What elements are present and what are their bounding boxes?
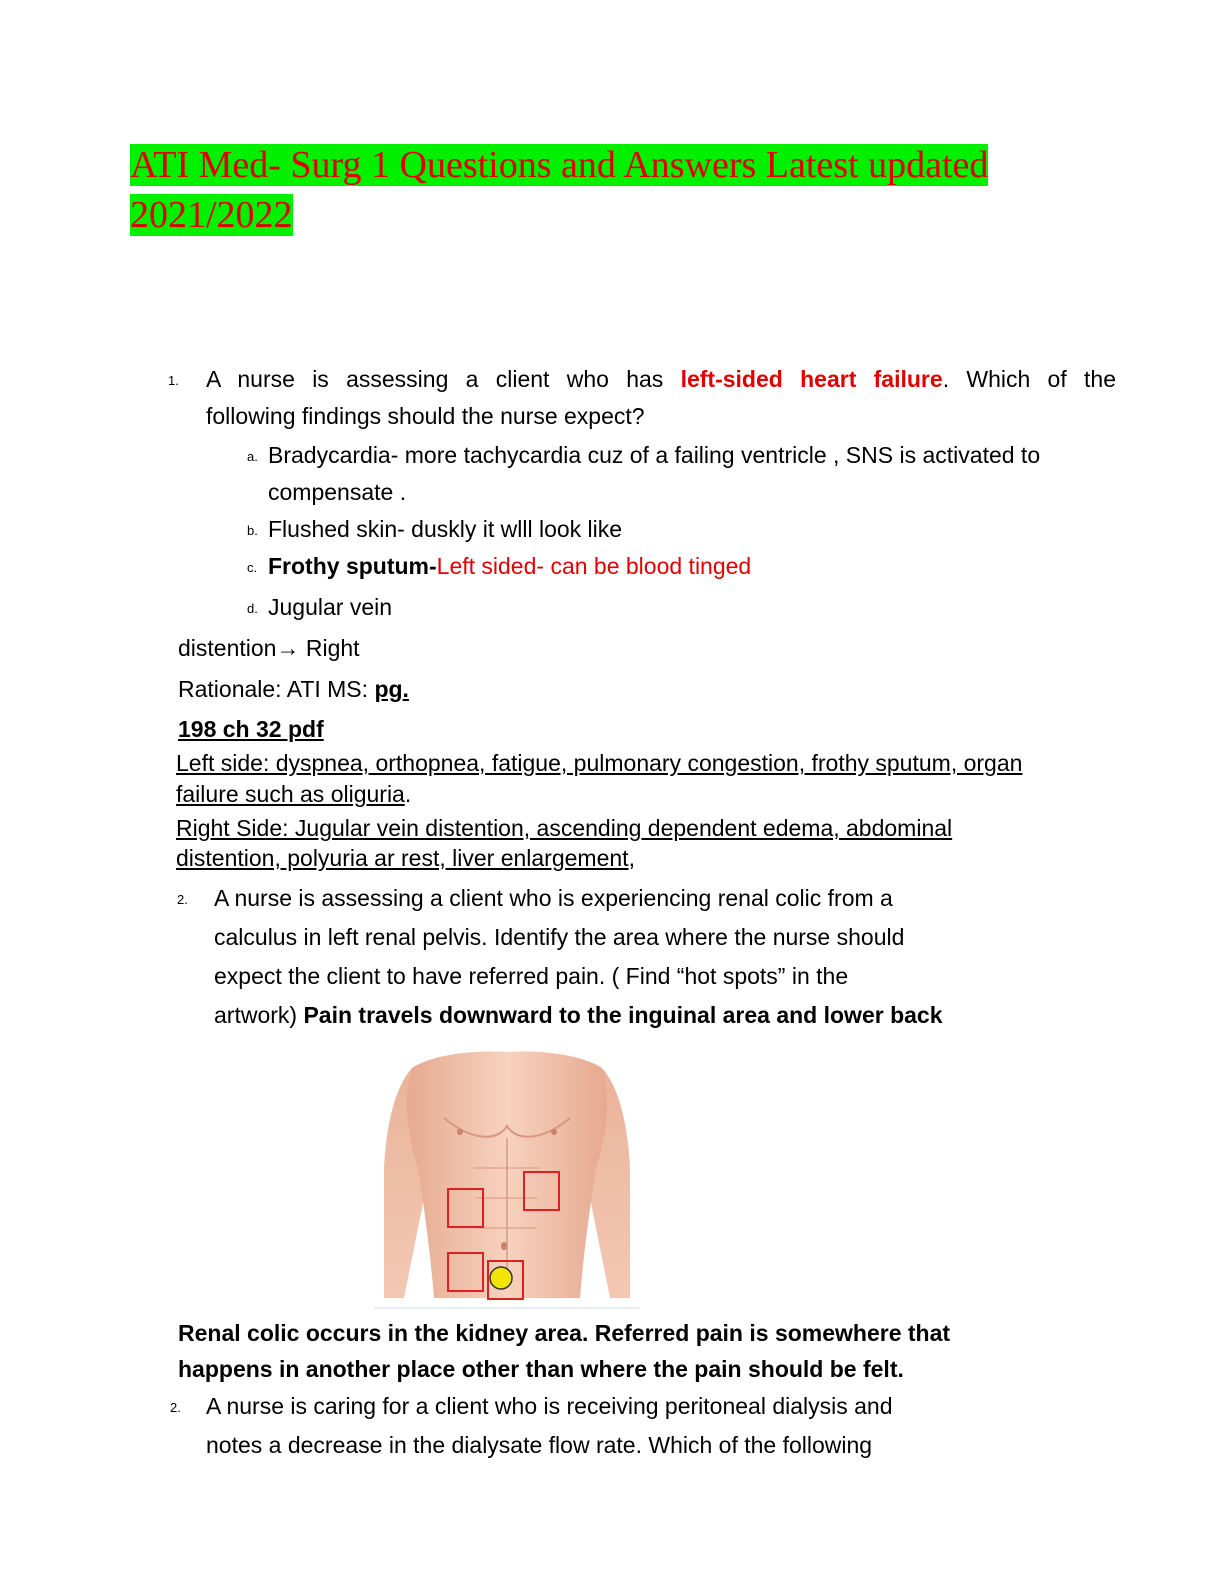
option-b-letter: b. xyxy=(247,523,258,538)
question-1-stem-line-2: following findings should the nurse expect? xyxy=(206,403,645,429)
question-2-line-4-text: artwork) xyxy=(214,1002,304,1028)
torso-hotspot-figure xyxy=(374,1048,640,1310)
question-2-line-2: calculus in left renal pelvis. Identify the area where the nurse should xyxy=(214,924,905,950)
option-c-answer: Frothy sputum- xyxy=(268,553,437,579)
stem-text: A nurse is assessing a client who has xyxy=(206,366,681,392)
option-a-letter: a. xyxy=(247,449,258,464)
question-1-stem xyxy=(206,364,1116,394)
rationale-reference: pg. xyxy=(374,676,409,702)
question-3-line-1: A nurse is caring for a client who is receiving peritoneal dialysis and xyxy=(206,1393,893,1419)
option-c-text xyxy=(268,551,751,581)
right-side-findings: Right Side: Jugular vein distention, ascending dependent edema, abdominal xyxy=(176,815,953,841)
question-2-answer: Pain travels downward to the inguinal area and lower back xyxy=(303,1002,943,1028)
rationale-label: Rationale: ATI MS: xyxy=(178,676,375,702)
option-d-letter: d. xyxy=(247,601,258,616)
question-2-number: 2. xyxy=(177,892,188,907)
selected-hotspot-marker[interactable] xyxy=(490,1267,512,1289)
right-side-comma: , xyxy=(628,845,635,871)
left-side-text: failure such as oliguria xyxy=(176,781,405,807)
title-line-1: ATI Med- Surg 1 Questions and Answers Latest updated xyxy=(130,144,989,186)
question-2-line-4 xyxy=(214,1000,943,1030)
option-c-letter: c. xyxy=(247,560,258,575)
left-side-findings-cont xyxy=(176,779,411,809)
left-side-findings: Left side: dyspnea, orthopnea, fatigue, pulmonary congestion, frothy sputum, organ xyxy=(176,750,1023,776)
right-side-text: distention, polyuria ar rest, liver enlargement xyxy=(176,845,629,871)
stem-text-end: . Which of the xyxy=(942,366,1117,392)
option-d-continuation: distention→ Right xyxy=(178,635,360,661)
right-side-findings-cont xyxy=(176,843,635,873)
question-2-line-1: A nurse is assessing a client who is experiencing renal colic from a xyxy=(214,885,893,911)
document-title xyxy=(130,140,1080,240)
left-side-period: . xyxy=(404,781,412,807)
explanation-line-2: happens in another place other than where the pain should be felt. xyxy=(178,1356,904,1382)
option-d-text: Jugular vein xyxy=(268,594,393,620)
question-1-number: 1. xyxy=(168,373,179,388)
question-2-line-3: expect the client to have referred pain. ( Find “hot spots” in the xyxy=(214,963,849,989)
option-a-text-cont: compensate . xyxy=(268,479,407,505)
question-3-number: 2. xyxy=(170,1400,181,1415)
rationale-reference-cont: 198 ch 32 pdf xyxy=(178,716,324,742)
option-c-note: Left sided- can be blood tinged xyxy=(436,553,752,579)
stem-highlight: left-sided heart failure xyxy=(680,366,943,392)
option-b-text: Flushed skin- duskly it wlll look like xyxy=(268,516,623,542)
explanation-line-1: Renal colic occurs in the kidney area. Referred pain is somewhere that xyxy=(178,1320,951,1346)
option-a-text: Bradycardia- more tachycardia cuz of a failing ventricle , SNS is activated to xyxy=(268,442,1041,468)
rationale xyxy=(178,674,409,704)
title-line-2: 2021/2022 xyxy=(130,194,293,236)
question-3-line-2: notes a decrease in the dialysate flow rate. Which of the following xyxy=(206,1432,873,1458)
